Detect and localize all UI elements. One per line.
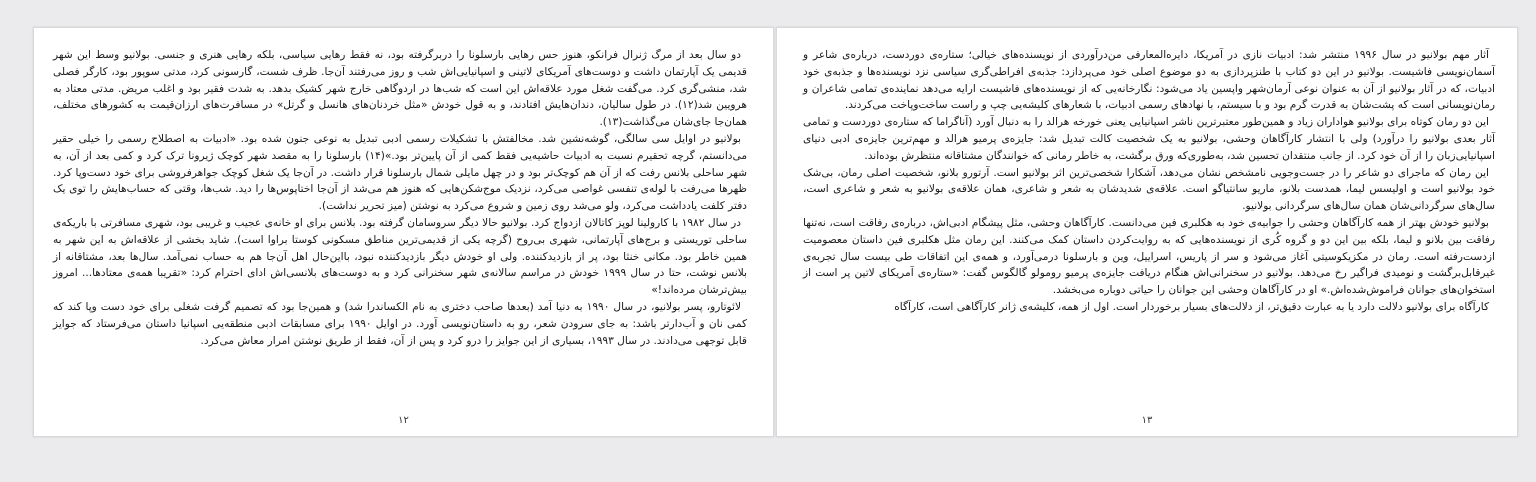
page-13-paragraph: کارآگاه برای بولانیو دلالت دارد یا به عبارت دقیق‌تر، از دلالت‌های بسیار برخوردار است. اول از همه، کلیشه‌ی ژانر کارآگاهی است، کارآگاه: [894, 300, 1489, 313]
page-13-paragraph: این رمان که ماجرای دو شاعر را در جست‌وجویی نامشخص نشان می‌دهد، آشکارا شخصی‌ترین اثر بولانیو است. آرتورو بلانو، شخصیت اصلی رمان، بی‌شک خود بولانیو است و اولیسس لیما، همدست بلانو، ماریو سانتیاگو است. علاقه‌ی شدیدشان به شعر و شاعری، همان علاقه‌ی بولانیو به شعر و شاعری است، سال‌های سرگردانی‌شان همان سال‌های سرگردانی بولانیو.: [803, 166, 1495, 213]
page-12-text: [53, 47, 747, 349]
page-12-paragraph: دو سال بعد از مرگ ژنرال فرانکو، هنوز حس رهایی بارسلونا را دربرگرفته بود، نه فقط رهایی سیاسی، بلکه رهایی هنری و جنسی. بولانیو وسط این شهر قدیمی یک آپارتمان داشت و دوست‌های آمریکای لاتینی و اسپانیایی‌اش شب و روز می‌رفتند آن‌جا. ظرف شست، گارسونی کرد، مدتی سوپور بود، کارگر فصلی شد، منشی‌گری کرد. می‌گفت شغل مورد علاقه‌اش این است که شب‌ها در اردوگاهی خارج شهر کشیک بدهد. به شدت فقیر بود و اغلب مریض. مدتی معتاد به هرویین شد(۱۲). در طول سالیان، دندان‌هایش افتادند، و به قول خودش «مثل خردنان‌های هانسل و گرتل» در مسافرت‌های ارزان‌قیمت به کشورهای مختلف، همان‌جا جای‌شان می‌گذاشت(۱۳).: [53, 49, 747, 129]
page-13: [776, 27, 1518, 437]
page-12-paragraph: بولانیو در اوایل سی سالگی، گوشه‌نشین شد. مخالفتش با تشکیلات رسمی ادبی تبدیل به نوعی جنون شده بود. «ادبیات به اصطلاح رسمی را خیلی حقیر می‌دانستم، گرچه تحقیرم نسبت به ادبیات حاشیه‌یی فقط کمی از آن پایین‌تر بود.»(۱۴) بارسلونا را به مقصد شهر کوچک ژیرونا ترک کرد و کمی بعد از آن، به شهر ساحلی بلانس رفت که از آن هم کوچک‌تر بود و در چهل مایلی شمال بارسلونا قرار داشت. در آن‌جا یک شغل کوچک جواهرفروشی برای خود دست‌وپا کرد. ظهرها می‌رفت با لوله‌ی تنفسی غواصی می‌کرد، نزدیک موج‌شکن‌هایی که هنوز هم می‌شد از آن‌جا اختاپوس‌ها را دید. شب‌ها، وقتی که حساب‌هایش را توی یک دفتر کلفت یادداشت می‌کرد، ولو می‌شد روی زمین و شروع می‌کرد به نوشتن (میز تحریر نداشت).: [53, 132, 747, 213]
page-13-paragraph: آثار مهم بولانیو در سال ۱۹۹۶ منتشر شد: ادبیات نازی در آمریکا، دایره‌المعارفی من‌درآوردی از نویسنده‌های خیالی؛ ستاره‌ی دوردست، درباره‌ی شاعر و آسمان‌نویسی فاشیست. بولانیو در این دو کتاب با طنزپردازی به دو موضوع اصلی خود می‌پردازد: جذبه‌ی افراطی‌گری سیاسی نزد نویسنده‌ها و جذبه‌ی خود ادبیات، که در آثار بولانیو از آن به عنوان نوعی آرمان‌شهر واپسین یاد می‌شود: نگارخانه‌یی که از نویسنده‌های فاشیست ارایه می‌دهد نماینده‌ی تمامی شاعران و رمان‌نویسانی است که پشت‌شان به قدرت گرم بود و با سیستم، با نهادهای رسمی ادبیات، با شعارهای کلیشه‌یی چپ و راست ساخت‌وپاخت می‌کردند.: [803, 49, 1495, 112]
page-12-paragraph: در سال ۱۹۸۲ با کارولینا لوپز کاتالان ازدواج کرد. بولانیو حالا دیگر سروسامان گرفته بود. بلانس برای او خانه‌ی عجیب و غریبی بود، شهری مسافرتی با باریکه‌ی ساحلی توریستی و برج‌های آپارتمانی، شهری بی‌روح (گرچه یکی از قدیمی‌ترین مناطق مسکونی کوستا براوا است). شاید بخشی از علاقه‌اش به این شهر به همین خاطر بود. مکانی خنثا بود، پر از بازدیدکننده. ولی او خودش دیگر بازدیدکننده نبود، بااین‌حال اهل آن‌جا هم به حساب نمی‌آمد. سال‌ها بعد، مشتاقانه از بلانس نوشت، حتا در سال ۱۹۹۹ خودش در مراسم سالانه‌ی شهر سخنرانی کرد و به دوست‌های بلانسی‌اش ادای احترام کرد: «تقریبا همه‌ی معتادها... امروز بیش‌ترشان مرده‌اند!»: [53, 216, 747, 297]
page-12-paragraph: لائوتارو، پسر بولانیو، در سال ۱۹۹۰ به دنیا آمد (بعدها صاحب دختری به نام الکساندرا شد) و همین‌جا بود که تصمیم گرفت شغلی برای خود دست وپا کند که کمی نان و آب‌دارتر باشد: به جای سرودن شعر، رو به داستان‌نویسی آورد. در اوایل ۱۹۹۰ برای مسابقات ادبی منطقه‌یی اسپانیا داستان می‌فرستاد که جوایز قابل توجهی می‌دادند. در سال ۱۹۹۳، بسیاری از این جوایز را درو کرد و پس از آن، فقط از طریق نوشتن امرار معاش می‌کرد.: [53, 300, 747, 347]
page-number: ۱۳: [1141, 415, 1153, 426]
scrollbar[interactable]: [1520, 27, 1536, 437]
page-13-paragraph: این دو رمان کوتاه برای بولانیو هواداران زیاد و همین‌طور معتبرترین ناشر اسپانیایی یعنی خورخه هرالد را به دنبال آورد (آناگراما که ستاره‌ی دوردست و تمامی آثار بعدی بولانیو را درآورد) ولی با انتشار کارآگاهان وحشی، بولانیو به یک شخصیت کالت تبدیل شد: جایزه‌ی پرمیو هرالد و مهم‌ترین جایزه‌ی ادبی دنیای اسپانیایی‌زبان را از آن خود کرد. از جانب منتقدان تحسین شد، به‌طوری‌که ورق برگشت، به خاطر رمانی که خوانندگان مشتاقانه منتظرش بوده‌اند.: [803, 116, 1495, 162]
page-13-text: [803, 47, 1495, 316]
page-13-paragraph: بولانیو خودش بهتر از همه کارآگاهان وحشی را جوابیه‌ی خود به هکلبری فین می‌دانست. کارآگاهان وحشی، مثل پیشگام ادبی‌اش، درباره‌ی رفاقت است، نه‌تنها رفاقت بین بلانو و لیما، بلکه بین این دو و گروه کُری از نویسنده‌هایی که به روایت‌کردن داستان کمک می‌کنند. این رمان مثل هکلبری فین داستان معصومیت ازدست‌رفته است. رمان در مکزیکوسیتی آغاز می‌شود و سر از پاریس، اسراییل، وین و بارسلونا درمی‌آورد، و همه‌ی این اتفاقات طی بیست سال تجربه‌ی غیرقابل‌برگشت و نومیدی فراگیر رخ می‌دهد. بولانیو در سخنرانی‌اش هنگام دریافت جایزه‌ی پرمیو رومولو گالگوس گفت: «ستاره‌ی آمریکای لاتین پر است از استخوان‌های جوانان فراموش‌شده‌اش.» او در کارآگاهان وحشی این جوانان را حیاتی دوباره می‌بخشد.: [803, 216, 1495, 297]
page-number: ۱۲: [398, 415, 409, 426]
page-12: [33, 27, 774, 437]
